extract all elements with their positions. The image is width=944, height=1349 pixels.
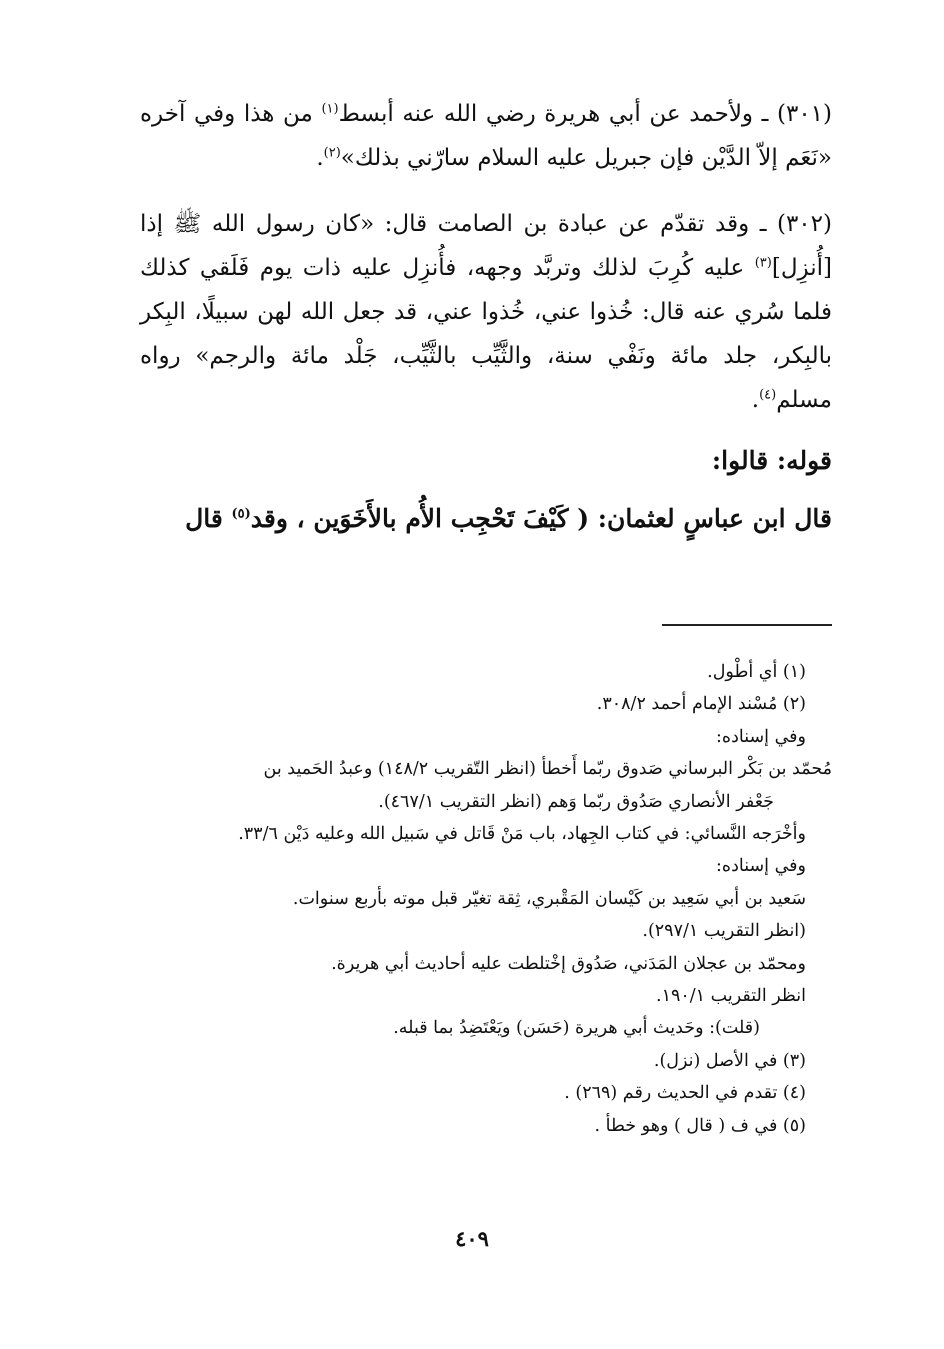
- paragraph-302-end: .: [751, 387, 760, 413]
- footnote-line: (١) أي أطْول.: [707, 662, 806, 682]
- footnote-ref-4: (٤): [759, 387, 777, 403]
- paragraph-301-text: (٣٠١) ـ ولأحمد عن أبي هريرة رضي الله عنه أبسط: [338, 101, 833, 127]
- footnote-ref-2: (٢): [323, 145, 341, 161]
- section-heading: قوله: قالوا:: [711, 446, 832, 475]
- footnote-ref-1: (١): [321, 101, 339, 117]
- footnote-line: (قلت): وحَديث أبي هريرة (حَسَن) ويَعْتَضِدُ بما قبله.: [393, 1018, 760, 1039]
- bold-passage-text-cont: قال: [185, 504, 232, 533]
- paragraph-301-end: .: [316, 145, 324, 171]
- paragraph-301: [140, 92, 832, 180]
- paragraph-301-text-cont: من هذا وفي آخره «نَعَم إلاّ الدَّيْن فإن جبريل عليه السلام سارّني بذلك»: [140, 101, 832, 171]
- paragraph-302-text-cont: عليه كُرِبَ لذلك وتربَّد وجهه، فأُنزِل عليه ذات يوم فَلَقي كذلك فلما سُري عنه قال: خُذوا عني، خُذوا عني، قد جعل الله لهن سبيلًا، البِكر بالبِكر، جلد مائة ونَفْي سنة، والثَّيِّب بالثَّيِّب، جَلْد مائة والرجم» رواه مسلم: [140, 255, 832, 413]
- footnotes: [140, 656, 832, 1142]
- footnote-line: وأخْرَجه النَّسائي: في كتاب الجِهاد، باب مَنْ قَاتل في سَبيل الله وعليه دَيْن ٣٣/٦.: [238, 824, 806, 845]
- footnote-line: (٣) في الأصل (نزل).: [653, 1050, 806, 1071]
- main-text: [140, 92, 832, 542]
- footnote-line: انظر التقريب ١٩٠/١.: [656, 986, 806, 1007]
- footnote-separator: [662, 624, 832, 626]
- footnote-line: مُحمّد بن بَكْر البرساني صَدوق ربّما أَخطأ (انظر التّقريب ١٤٨/٢) وعبدُ الحَميد بن: [263, 759, 832, 780]
- paragraph-302: [140, 202, 832, 422]
- page-number: ٤٠٩: [455, 1226, 489, 1251]
- footnote-line: (٤) تقدم في الحديث رقم (٢٦٩) .: [564, 1083, 806, 1104]
- paragraph-302-text: (٣٠٢) ـ وقد تقدّم عن عبادة بن الصامت قال: «كان رسول الله ﷺ إذا [أُنزِل]: [140, 211, 832, 281]
- footnote-line: جَعْفر الأنصاري صَدُوق ربّما وَهم (انظر التقريب ٤٦٧/١).: [378, 791, 774, 812]
- footnote-line: وفي إسناده:: [716, 856, 806, 877]
- bold-passage: [140, 496, 832, 542]
- footnote-line: (انظر التقريب ٢٩٧/١).: [642, 921, 806, 942]
- footnote-line: سَعيد بن أبي سَعِيد بن كَيْسان المَقْبري، ثِقة تغيّر قبل موته بأربع سنوات.: [292, 888, 806, 909]
- footnote-ref-5: (٥): [231, 506, 251, 522]
- footnote-line: (٢) مُسْند الإمام أحمد ٣٠٨/٢.: [596, 694, 806, 715]
- footnote-ref-3: (٣): [754, 255, 772, 271]
- bold-passage-text: قال ابن عباسٍ لعثمان: ( كَيْفَ تَحْجِب الأُم بالأَخَوَين ، وقد: [250, 504, 832, 533]
- footnote-line: وفي إسناده:: [716, 726, 806, 747]
- footnote-line: ومحمّد بن عجلان المَدَني، صَدُوق إخْتلطت عليه أحاديث أبي هريرة.: [331, 953, 806, 974]
- footnote-line: (٥) في ف ( قال ) وهو خطأ .: [594, 1115, 806, 1136]
